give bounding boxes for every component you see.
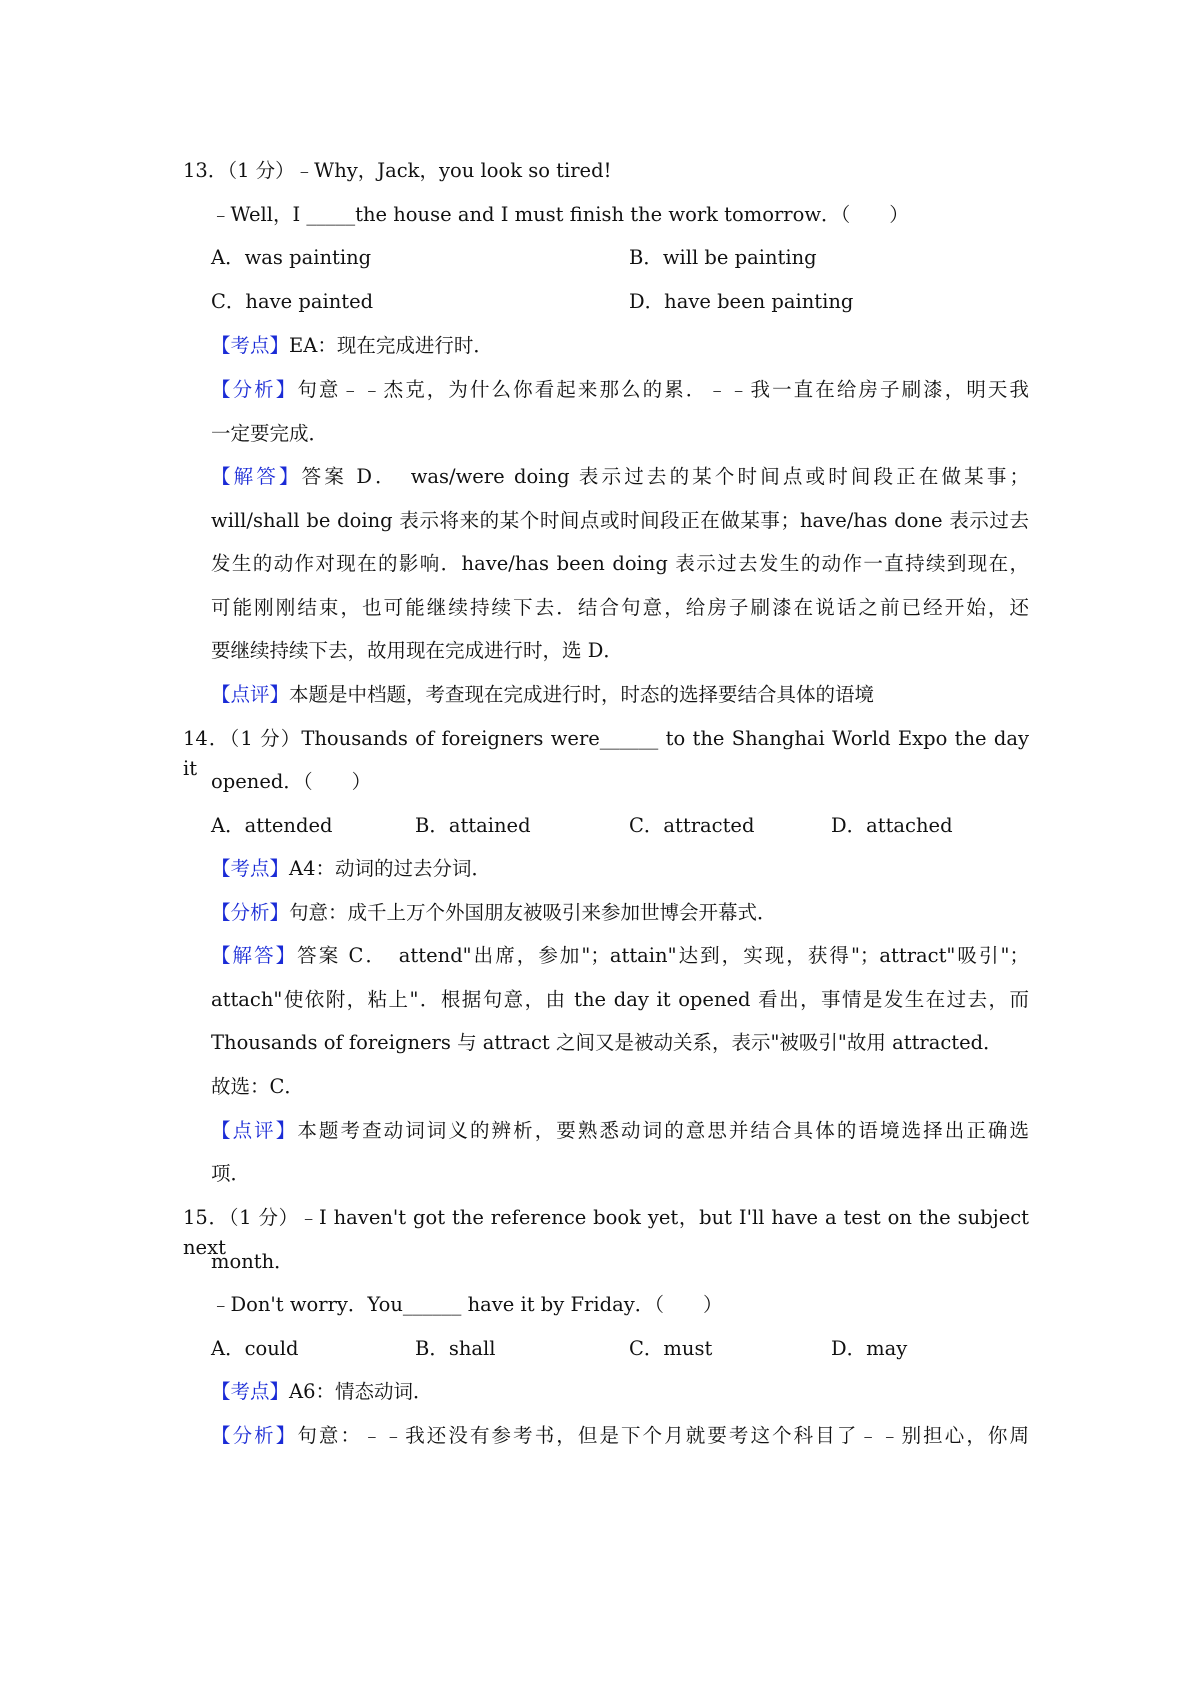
kaodian-tag: 【考点】: [211, 1380, 290, 1403]
question-14-dianping: [211, 1116, 1029, 1146]
question-13-jieda-line-4: 可能刚刚结束，也可能继续持续下去．结合句意，给房子刷漆在说话之前已经开始，还: [211, 596, 1029, 619]
question-14-stem: 14．（1 分）Thousands of foreigners were______ to the Shanghai World Expo the day it: [183, 727, 1029, 780]
question-14-option-c: C．attracted: [629, 814, 755, 837]
question-15-fenxi: [211, 1421, 1029, 1451]
dianping-tag: 【点评】: [211, 1119, 298, 1142]
question-13-option-d: D．have been painting: [629, 290, 854, 313]
question-14-dianping-cont: 项．: [211, 1162, 251, 1185]
question-13-kaodian: [211, 331, 1029, 361]
fenxi-tag: 【分析】: [211, 901, 290, 924]
question-14-option-a: A．attended: [211, 814, 333, 837]
kaodian-tag: 【考点】: [211, 334, 290, 357]
question-15-stem: 15．（1 分）﹣I haven't got the reference book yet，but I'll have a test on the subject next: [183, 1206, 1029, 1259]
question-13-fenxi: [211, 375, 1029, 405]
kaodian-text: A6：情态动词．: [289, 1380, 433, 1403]
jieda-text: 答案 C． attend"出席，参加"；attain"达到，实现，获得"；attract"吸引"；: [297, 944, 1029, 967]
fenxi-tag: 【分析】: [211, 1424, 298, 1447]
question-13-jieda: [211, 462, 1029, 492]
question-15-kaodian: [211, 1377, 1029, 1407]
question-14-option-b: B．attained: [415, 814, 531, 837]
question-14-jieda-line-4: 故选：C．: [211, 1075, 304, 1098]
question-13-stem: 13．（1 分）﹣Why，Jack，you look so tired!: [183, 159, 612, 182]
question-15-option-d: D．may: [831, 1337, 908, 1360]
kaodian-tag: 【考点】: [211, 857, 290, 880]
question-14-jieda-line-3: Thousands of foreigners 与 attract 之间又是被动关系，表示"被吸引"故用 attracted．: [211, 1031, 1003, 1054]
question-14-option-d: D．attached: [831, 814, 953, 837]
question-13-option-b: B．will be painting: [629, 246, 817, 269]
question-14-stem-cont: opened．（ ）: [211, 770, 372, 793]
fenxi-text: 句意：成千上万个外国朋友被吸引来参加世博会开幕式．: [289, 901, 777, 924]
kaodian-text: EA：现在完成进行时．: [289, 334, 493, 357]
question-13-jieda-line-3: 发生的动作对现在的影响．have/has been doing 表示过去发生的动作一直持续到现在，: [211, 552, 1029, 575]
question-15-option-a: A．could: [211, 1337, 299, 1360]
fenxi-text: 句意：﹣﹣我还没有参考书，但是下个月就要考这个科目了﹣﹣别担心，你周: [297, 1424, 1029, 1447]
dianping-text: 本题考查动词词义的辨析，要熟悉动词的意思并结合具体的语境选择出正确选: [297, 1119, 1029, 1142]
question-14-jieda-line-2: attach"使依附，粘上"．根据句意，由 the day it opened 看出，事情是发生在过去，而: [211, 988, 1029, 1011]
question-13-option-a: A．was painting: [211, 246, 372, 269]
question-14-jieda: [211, 941, 1029, 971]
question-14-kaodian: [211, 854, 1029, 884]
fenxi-tag: 【分析】: [211, 378, 298, 401]
question-13-jieda-line-2: will/shall be doing 表示将来的某个时间点或时间段正在做某事；have/has done 表示过去: [211, 509, 1029, 532]
jieda-tag: 【解答】: [211, 944, 298, 967]
question-13-dialogue: ﹣Well，I _____the house and I must finish the work tomorrow．（ ）: [211, 203, 909, 226]
question-13-option-c: C．have painted: [211, 290, 374, 313]
fenxi-text: 句意﹣﹣杰克，为什么你看起来那么的累．﹣﹣我一直在给房子刷漆，明天我: [297, 378, 1029, 401]
question-13-dianping: [211, 680, 1029, 710]
question-15-option-c: C．must: [629, 1337, 713, 1360]
question-14-fenxi: [211, 898, 1029, 928]
question-13-fenxi-cont: 一定要完成．: [211, 422, 329, 445]
question-15-stem-cont: month．: [211, 1250, 294, 1273]
jieda-text: 答案 D． was/were doing 表示过去的某个时间点或时间段正在做某事；: [301, 465, 1029, 488]
dianping-text: 本题是中档题，考查现在完成进行时，时态的选择要结合具体的语境: [289, 683, 875, 706]
question-13-jieda-line-5: 要继续持续下去，故用现在完成进行时，选 D．: [211, 639, 623, 662]
jieda-tag: 【解答】: [211, 465, 302, 488]
question-15-option-b: B．shall: [415, 1337, 496, 1360]
question-15-dialogue: ﹣Don't worry．You______ have it by Friday．（ ）: [211, 1293, 723, 1316]
kaodian-text: A4：动词的过去分词．: [289, 857, 492, 880]
dianping-tag: 【点评】: [211, 683, 290, 706]
